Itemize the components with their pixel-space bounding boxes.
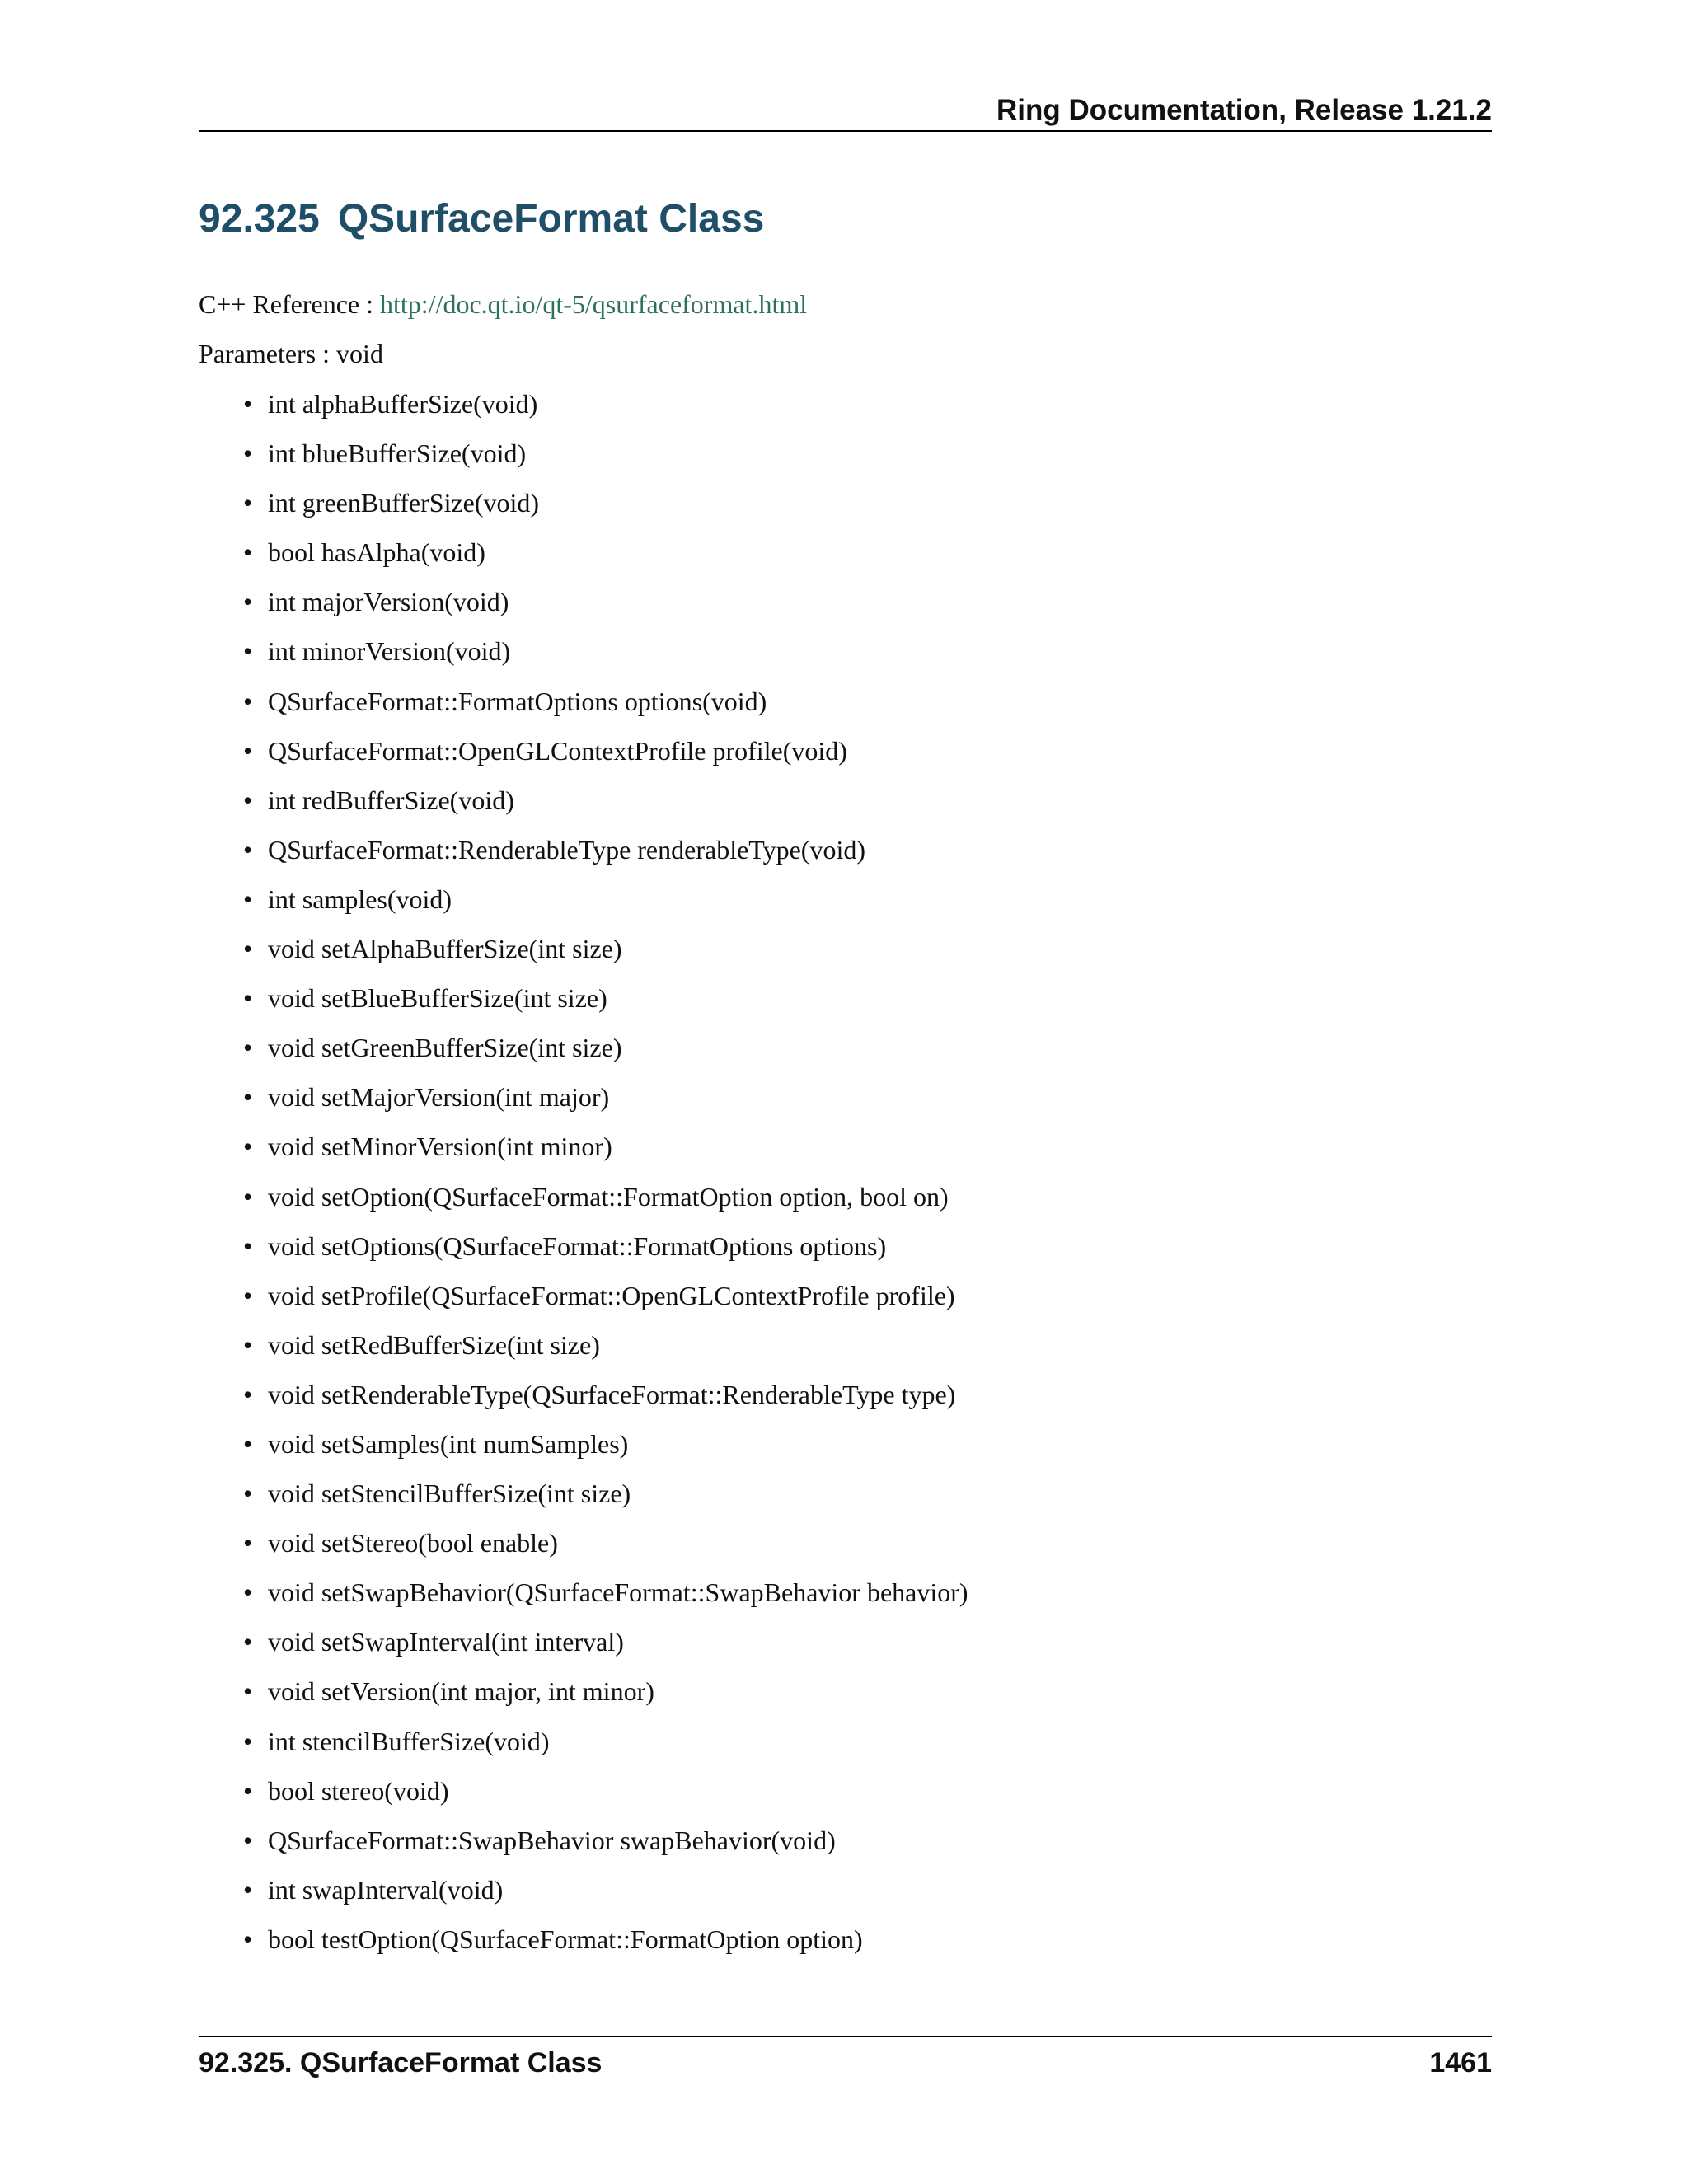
method-signature: bool stereo(void) xyxy=(268,1775,449,1806)
method-signature: int majorVersion(void) xyxy=(268,587,509,617)
method-signature: int minorVersion(void) xyxy=(268,636,511,667)
bullet-icon: • xyxy=(243,735,253,766)
bullet-icon: • xyxy=(243,1528,253,1558)
method-signature: QSurfaceFormat::SwapBehavior swapBehavior(void) xyxy=(268,1825,836,1855)
section-heading xyxy=(199,193,764,246)
method-item xyxy=(243,1176,968,1226)
method-signature: void setStereo(bool enable) xyxy=(268,1528,558,1558)
bullet-icon: • xyxy=(243,438,253,469)
footer-section-title: 92.325. QSurfaceFormat Class xyxy=(199,2047,603,2079)
method-item xyxy=(243,383,968,433)
method-item xyxy=(243,1027,968,1076)
method-signature: QSurfaceFormat::FormatOptions options(void) xyxy=(268,686,767,716)
bullet-icon: • xyxy=(243,1676,253,1707)
method-signature: void setOption(QSurfaceFormat::FormatOption option, bool on) xyxy=(268,1181,949,1212)
method-item xyxy=(243,1226,968,1275)
method-item xyxy=(243,630,968,680)
method-item xyxy=(243,1126,968,1175)
page-footer xyxy=(199,2036,1492,2087)
method-item xyxy=(243,1076,968,1126)
method-item xyxy=(243,1275,968,1324)
method-signature: void setProfile(QSurfaceFormat::OpenGLContextProfile profile) xyxy=(268,1280,955,1310)
bullet-icon: • xyxy=(243,1726,253,1756)
method-item xyxy=(243,532,968,581)
method-signature: void setVersion(int major, int minor) xyxy=(268,1676,654,1707)
page-header xyxy=(199,89,1492,132)
bullet-icon: • xyxy=(243,983,253,1014)
method-item xyxy=(243,581,968,630)
method-signature: int stencilBufferSize(void) xyxy=(268,1726,550,1756)
method-signature: void setStencilBufferSize(int size) xyxy=(268,1479,631,1509)
bullet-icon: • xyxy=(243,1329,253,1360)
method-item xyxy=(243,1572,968,1621)
bullet-icon: • xyxy=(243,934,253,964)
method-item xyxy=(243,482,968,532)
method-item xyxy=(243,1869,968,1919)
method-item xyxy=(243,1671,968,1720)
method-item xyxy=(243,681,968,730)
cpp-reference-link[interactable]: http://doc.qt.io/qt-5/qsurfaceformat.html xyxy=(380,289,808,319)
method-item xyxy=(243,730,968,780)
bullet-icon: • xyxy=(243,1924,253,1954)
parameters-line xyxy=(199,333,383,374)
parameters-label: Parameters : xyxy=(199,339,331,368)
bullet-icon: • xyxy=(243,587,253,617)
bullet-icon: • xyxy=(243,1132,253,1162)
section-number: 92.325 xyxy=(199,197,320,241)
method-item xyxy=(243,1473,968,1522)
method-signature: void setRedBufferSize(int size) xyxy=(268,1329,600,1360)
bullet-icon: • xyxy=(243,389,253,419)
method-signature: void setMinorVersion(int minor) xyxy=(268,1132,612,1162)
method-signature: void setSwapInterval(int interval) xyxy=(268,1627,624,1657)
bullet-icon: • xyxy=(243,883,253,914)
method-signature: QSurfaceFormat::RenderableType renderableType(void) xyxy=(268,834,865,865)
bullet-icon: • xyxy=(243,834,253,865)
cpp-reference-line xyxy=(199,284,807,325)
bullet-icon: • xyxy=(243,1230,253,1261)
method-signature: void setGreenBufferSize(int size) xyxy=(268,1033,622,1063)
bullet-icon: • xyxy=(243,1577,253,1608)
section-title: QSurfaceFormat Class xyxy=(337,197,765,241)
method-signature: void setRenderableType(QSurfaceFormat::RenderableType type) xyxy=(268,1379,956,1409)
bullet-icon: • xyxy=(243,1033,253,1063)
bullet-icon: • xyxy=(243,1825,253,1855)
method-signature: void setSamples(int numSamples) xyxy=(268,1428,629,1459)
method-item xyxy=(243,1770,968,1820)
method-signature: int swapInterval(void) xyxy=(268,1874,504,1905)
bullet-icon: • xyxy=(243,1379,253,1409)
bullet-icon: • xyxy=(243,686,253,716)
bullet-icon: • xyxy=(243,488,253,518)
bullet-icon: • xyxy=(243,1428,253,1459)
document-title: Ring Documentation, Release 1.21.2 xyxy=(996,94,1492,126)
method-item xyxy=(243,1324,968,1374)
method-signature: void setAlphaBufferSize(int size) xyxy=(268,934,622,964)
method-signature: QSurfaceFormat::OpenGLContextProfile profile(void) xyxy=(268,735,847,766)
bullet-icon: • xyxy=(243,1775,253,1806)
method-signature: int blueBufferSize(void) xyxy=(268,438,527,469)
method-signature: int alphaBufferSize(void) xyxy=(268,389,538,419)
bullet-icon: • xyxy=(243,785,253,815)
method-item xyxy=(243,1374,968,1423)
method-item xyxy=(243,977,968,1027)
bullet-icon: • xyxy=(243,636,253,667)
method-item xyxy=(243,780,968,829)
parameters-value: void xyxy=(336,339,383,368)
method-signature: void setOptions(QSurfaceFormat::FormatOptions options) xyxy=(268,1230,887,1261)
bullet-icon: • xyxy=(243,1874,253,1905)
method-signature: void setBlueBufferSize(int size) xyxy=(268,983,607,1014)
bullet-icon: • xyxy=(243,1479,253,1509)
method-item xyxy=(243,829,968,879)
bullet-icon: • xyxy=(243,1082,253,1113)
method-item xyxy=(243,1621,968,1671)
method-item xyxy=(243,1820,968,1869)
method-signature: int greenBufferSize(void) xyxy=(268,488,540,518)
method-list xyxy=(243,383,968,1968)
page-number: 1461 xyxy=(1429,2047,1492,2079)
bullet-icon: • xyxy=(243,1280,253,1310)
method-item xyxy=(243,1423,968,1473)
method-item xyxy=(243,1522,968,1572)
method-item xyxy=(243,1721,968,1770)
method-signature: void setSwapBehavior(QSurfaceFormat::SwapBehavior behavior) xyxy=(268,1577,968,1608)
method-signature: bool testOption(QSurfaceFormat::FormatOption option) xyxy=(268,1924,863,1954)
cpp-reference-label: C++ Reference : xyxy=(199,289,373,319)
bullet-icon: • xyxy=(243,1181,253,1212)
method-item xyxy=(243,1919,968,1968)
method-item xyxy=(243,433,968,482)
method-item xyxy=(243,879,968,928)
bullet-icon: • xyxy=(243,1627,253,1657)
method-signature: bool hasAlpha(void) xyxy=(268,537,485,568)
bullet-icon: • xyxy=(243,537,253,568)
method-signature: int redBufferSize(void) xyxy=(268,785,514,815)
method-signature: void setMajorVersion(int major) xyxy=(268,1082,610,1113)
method-signature: int samples(void) xyxy=(268,883,452,914)
method-item xyxy=(243,928,968,977)
